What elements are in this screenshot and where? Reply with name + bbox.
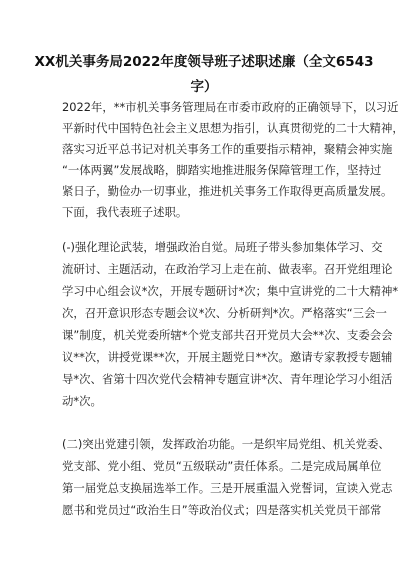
paragraph-1-line-2: 平新时代中国特色社会主义思想为指引，认真贯彻党的二十大精神，: [62, 121, 404, 135]
paragraph-3-line-4: 愿书和党员过“政治生日”等政治仪式；四是落实机关党员干部常: [62, 503, 382, 517]
paragraph-3-line-3: 第一届党总支换届选举工作。三是开展重温入党誓词，宣读入党志: [62, 481, 393, 495]
paragraph-1-line-1: 2022年，**市机关事务管理局在市委市政府的正确领导下，以习近: [62, 100, 399, 114]
paragraph-2-line-4: 次，召开意识形态专题会议*次、分析研判*次。严格落实“三会一: [62, 306, 387, 320]
paragraph-1-line-5: 紧日子，勤俭办一切事业，推进机关事务工作取得更高质量发展。: [62, 184, 393, 198]
paragraph-3-line-2: 党支部、党小组、党员“五级联动”责任体系。二是完成局属单位: [62, 459, 382, 473]
paragraph-1-line-6: 下面，我代表班子述职。: [62, 205, 188, 219]
paragraph-2-line-8: 动*次。: [62, 394, 102, 408]
paragraph-2-line-6: 议**次，讲授党课**次，开展主题党日**次。邀请专家教授专题辅: [62, 350, 393, 364]
paragraph-2-line-3: 学习中心组会议*次，开展专题研讨*次；集中宣讲党的二十大精神*: [62, 284, 399, 298]
paragraph-2-line-7: 导*次、省第十四次党代会精神专题宣讲*次、青年理论学习小组活: [62, 372, 393, 386]
document-title-line-2: 字）: [190, 79, 218, 95]
paragraph-2-line-2: 流研讨、主题活动，在政治学习上走在前、做表率。召开党组理论: [62, 262, 393, 276]
paragraph-2-line-5: 课”制度，机关党委所辖*个党支部共召开党员大会**次、支委会会: [62, 328, 393, 342]
paragraph-2-line-1: (-)强化理论武装，增强政治自觉。局班子带头参加集体学习、交: [62, 240, 383, 254]
document-title-line-1: XX机关事务局2022年度领导班子述职述廉（全文6543: [34, 54, 374, 70]
paragraph-3-line-1: (二)突出党建引领，发挥政治功能。一是织牢局党组、机关党委、: [62, 437, 390, 451]
paragraph-1-line-4: “一体两翼”发展战略，脚踏实地推进服务保障管理工作，坚持过: [62, 163, 382, 177]
paragraph-1-line-3: 落实习近平总书记对机关事务工作的重要指示精神，聚精会神实施: [62, 142, 393, 156]
